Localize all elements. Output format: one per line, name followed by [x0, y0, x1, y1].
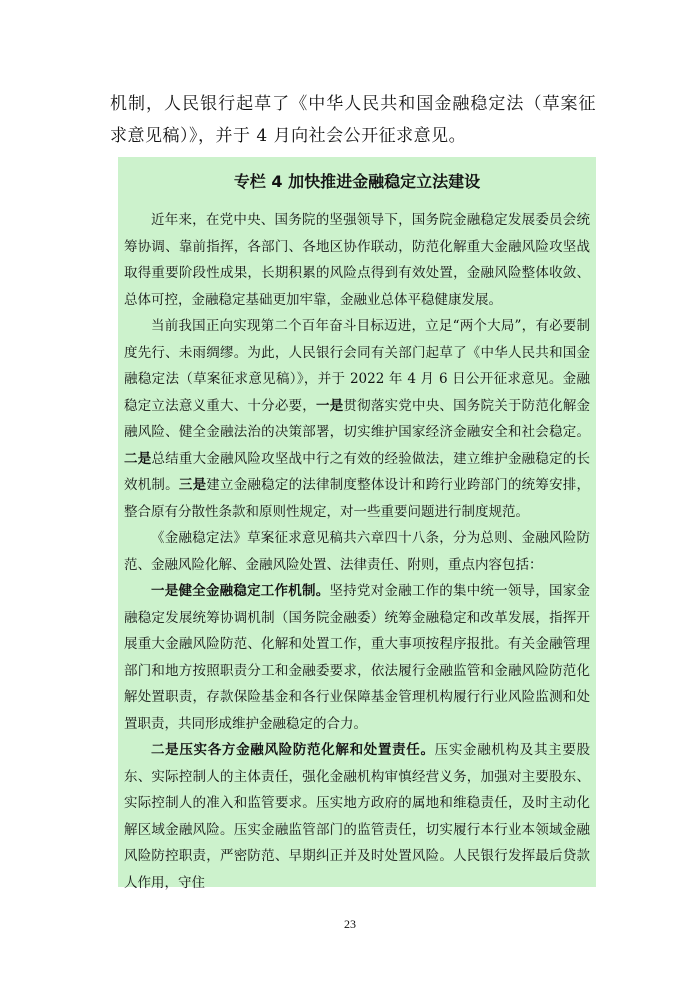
p2-bold-1: 一是: [315, 397, 344, 414]
page-number: 23: [344, 917, 356, 931]
p2-bold-3: 三是: [178, 477, 207, 493]
box-paragraph-3: 《金融稳定法》草案征求意见稿共六章四十八条，分为总则、金融风险防范、金融风险化解、金融风险处置、法律责任、附则，重点内容包括：: [124, 530, 590, 573]
p5-heading: 二是压实各方金融风险防范化解和处置责任。: [151, 742, 435, 758]
p2-text-e: 建立金融稳定的法律制度整体设计和跨行业跨部门的统筹安排，整合原有分散性条款和原则性规定，对一些重要问题进行制度规范。: [124, 477, 591, 520]
box-paragraph-5: [124, 737, 590, 896]
box-title: 专栏 4 加快推进金融稳定立法建设: [233, 172, 481, 191]
box-paragraph-4: [124, 578, 590, 737]
p2-text-a: 当前我国正向实现第二个百年奋斗目标迈进，立足“两个大局”，有必要制度先行、未雨绸缪。为此，人民银行会同有关部门起草了《中华人民共和国金融稳定法（草案征求意见稿）》，并于 2022 年 4 月 6 日公开征求意见。金融稳定立法意义重大、十分必要，: [124, 318, 590, 414]
p2-bold-2: 二是: [124, 450, 152, 467]
sidebar-box: [118, 157, 596, 891]
p4-text: 坚持党对金融工作的集中统一领导，国家金融稳定发展统筹协调机制（国务院金融委）统筹金融稳定和改革发展，指挥开展重大金融风险防范、化解和处置工作，重大事项按程序报批。有关金融管理部门和地方按照职责分工和金融委要求，依法履行金融监管和金融风险防范化解处置职责，存款保险基金和各行业保障基金管理机构履行行业风险监测和处置职责，共同形成维护金融稳定的合力。: [124, 583, 591, 732]
box-paragraph-2: [124, 313, 590, 525]
p4-heading: 一是健全金融稳定工作机制。: [151, 583, 330, 599]
box-paragraph-1: 近年来，在党中央、国务院的坚强领导下，国务院金融稳定发展委员会统筹协调、靠前指挥，各部门、各地区协作联动，防范化解重大金融风险攻坚战取得重要阶段性成果，长期积累的风险点得到有效处置，金融风险整体收敛、总体可控，金融稳定基础更加牢靠，金融业总体平稳健康发展。: [124, 212, 590, 308]
p2-text-d: 总结重大金融风险攻坚战中行之有效的经验做法，建立维护金融稳定的长效机制。: [124, 450, 591, 493]
p5-text: 压实金融机构及其主要股东、实际控制人的主体责任，强化金融机构审慎经营义务，加强对主要股东、实际控制人的准入和监管要求。压实地方政府的属地和维稳责任，及时主动化解区域金融风险。压实金融监管部门的监管责任，切实履行本行业本领域金融风险防控职责，严密防范、早期纠正并及时处置风险。人民银行发挥最后贷款人作用，守住: [124, 742, 591, 891]
p2-text-c: 贯彻落实党中央、国务院关于防范化解金融风险、健全金融法治的决策部署，切实维护国家经济金融安全和社会稳定。: [124, 397, 591, 440]
intro-paragraph: 机制，人民银行起草了《中华人民共和国金融稳定法（草案征求意见稿）》，并于 4 月向社会公开征求意见。: [110, 94, 596, 146]
